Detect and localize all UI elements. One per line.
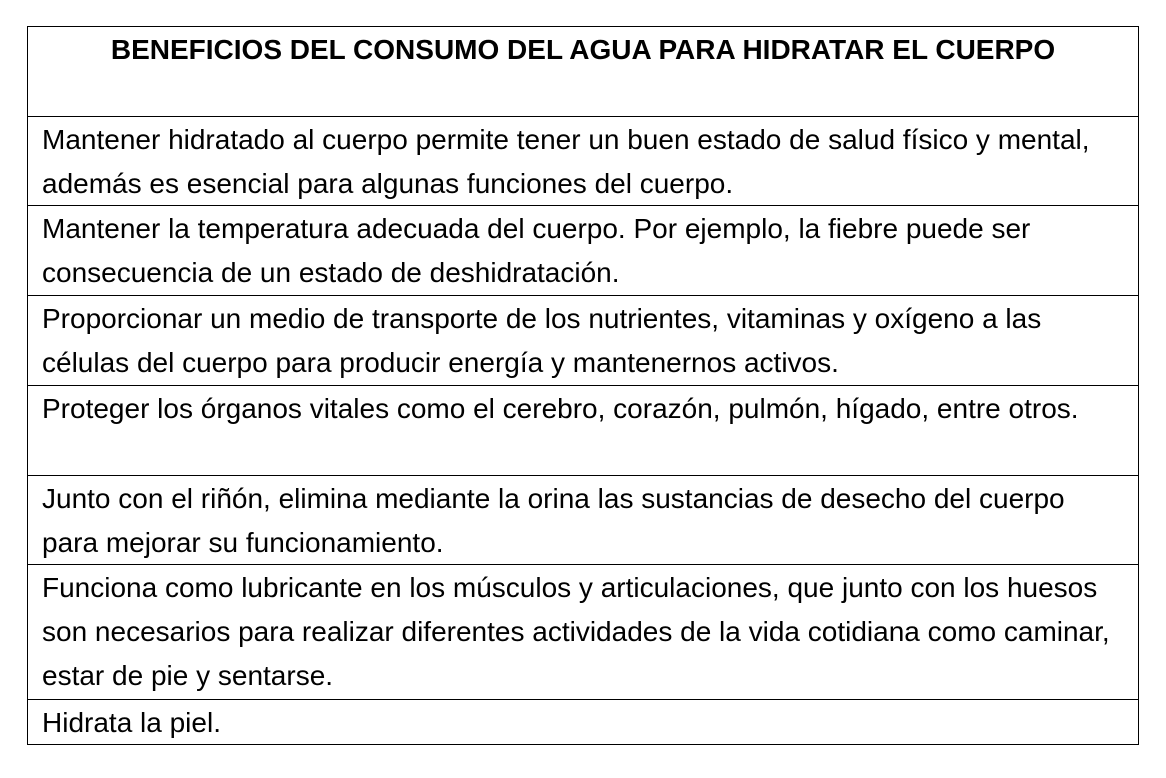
table-row: Hidrata la piel.	[42, 707, 221, 738]
table-title: BENEFICIOS DEL CONSUMO DEL AGUA PARA HIDRATAR EL CUERPO	[28, 27, 1138, 117]
table-row: Mantener la temperatura adecuada del cuerpo. Por ejemplo, la fiebre puede ser consecuencia de un estado de deshidratación.	[28, 206, 1138, 296]
table-row: Junto con el riñón, elimina mediante la orina las sustancias de desecho del cuerpo para mejorar su funcionamiento.	[28, 476, 1138, 565]
table-row: Funciona como lubricante en los músculos y articulaciones, que junto con los huesos son necesarios para realizar diferentes actividades de la vida cotidiana como caminar, estar de pie y sentarse.	[28, 565, 1138, 700]
table-row: Proteger los órganos vitales como el cerebro, corazón, pulmón, hígado, entre otros.	[28, 386, 1138, 476]
table-row: Proporcionar un medio de transporte de los nutrientes, vitaminas y oxígeno a las células del cuerpo para producir energía y mantenernos activos.	[28, 296, 1138, 386]
benefits-table	[27, 26, 1139, 745]
table-row: Mantener hidratado al cuerpo permite tener un buen estado de salud físico y mental, además es esencial para algunas funciones del cuerpo.	[28, 117, 1138, 206]
